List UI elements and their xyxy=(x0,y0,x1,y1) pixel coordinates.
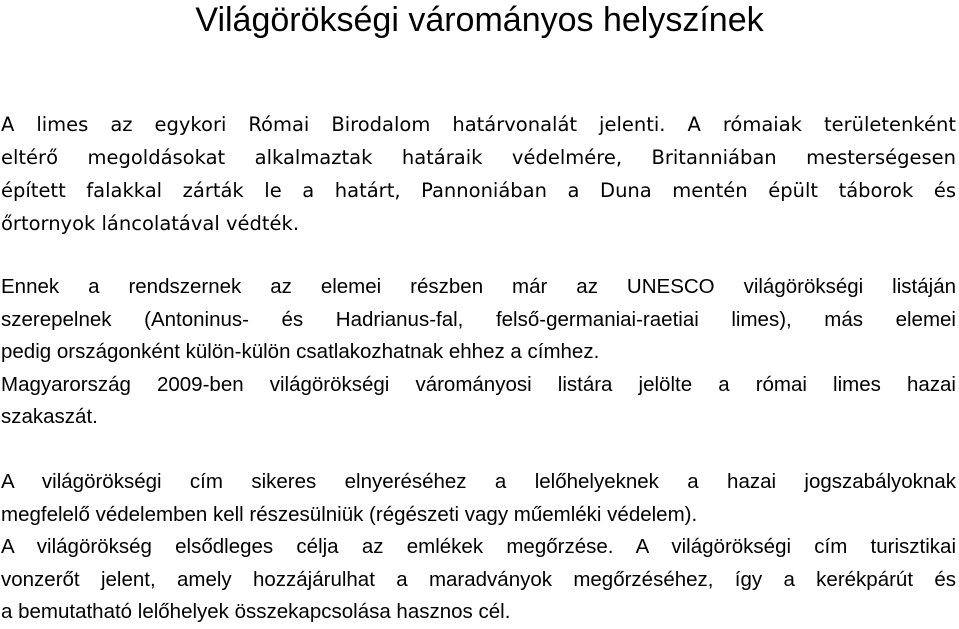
paragraph-line: eltérő megoldásokat alkalmaztak határaik védelmére, Britanniában mesterségesen xyxy=(1,146,956,169)
paragraph-line: épített falakkal zárták le a határt, Pannoniában a Duna mentén épült táborok és xyxy=(1,179,956,202)
paragraph-line: A világörökség elsődleges célja az emlékek megőrzése. A világörökségi cím turisztikai xyxy=(1,535,956,558)
paragraph-limes-intro xyxy=(1,108,956,240)
paragraph-line: megfelelő védelemben kell részesülniük (régészeti vagy műemléki védelem). xyxy=(1,502,698,526)
slide-title: Világörökségi várományos helyszínek xyxy=(195,1,764,39)
paragraph-line: Ennek a rendszernek az elemei részben már az UNESCO világörökségi listáján xyxy=(1,275,956,298)
paragraph-unesco-listing xyxy=(1,271,956,434)
paragraph-line: A limes az egykori Római Birodalom határvonalát jelenti. A rómaiak területenként xyxy=(1,113,956,136)
paragraph-heritage-goals xyxy=(1,466,956,629)
paragraph-line: szakaszát. xyxy=(1,405,98,428)
paragraph-line: a bemutatható lelőhelyek összekapcsolása hasznos cél. xyxy=(1,600,511,623)
paragraph-line: pedig országonként külön-külön csatlakozhatnak ehhez a címhez. xyxy=(1,340,600,363)
paragraph-line: A világörökségi cím sikeres elnyeréséhez a lelőhelyeknek a hazai jogszabályoknak xyxy=(1,470,956,493)
paragraph-line: vonzerőt jelent, amely hozzájárulhat a maradványok megőrzéséhez, így a kerékpárút és xyxy=(1,567,956,591)
paragraph-line: Magyarország 2009-ben világörökségi várományosi listára jelölte a római limes hazai xyxy=(1,372,956,396)
paragraph-line: őrtornyok láncolatával védték. xyxy=(1,212,300,235)
paragraph-line: szerepelnek (Antoninus- és Hadrianus-fal, felső-germaniai-raetiai limes), más elemei xyxy=(1,307,956,331)
